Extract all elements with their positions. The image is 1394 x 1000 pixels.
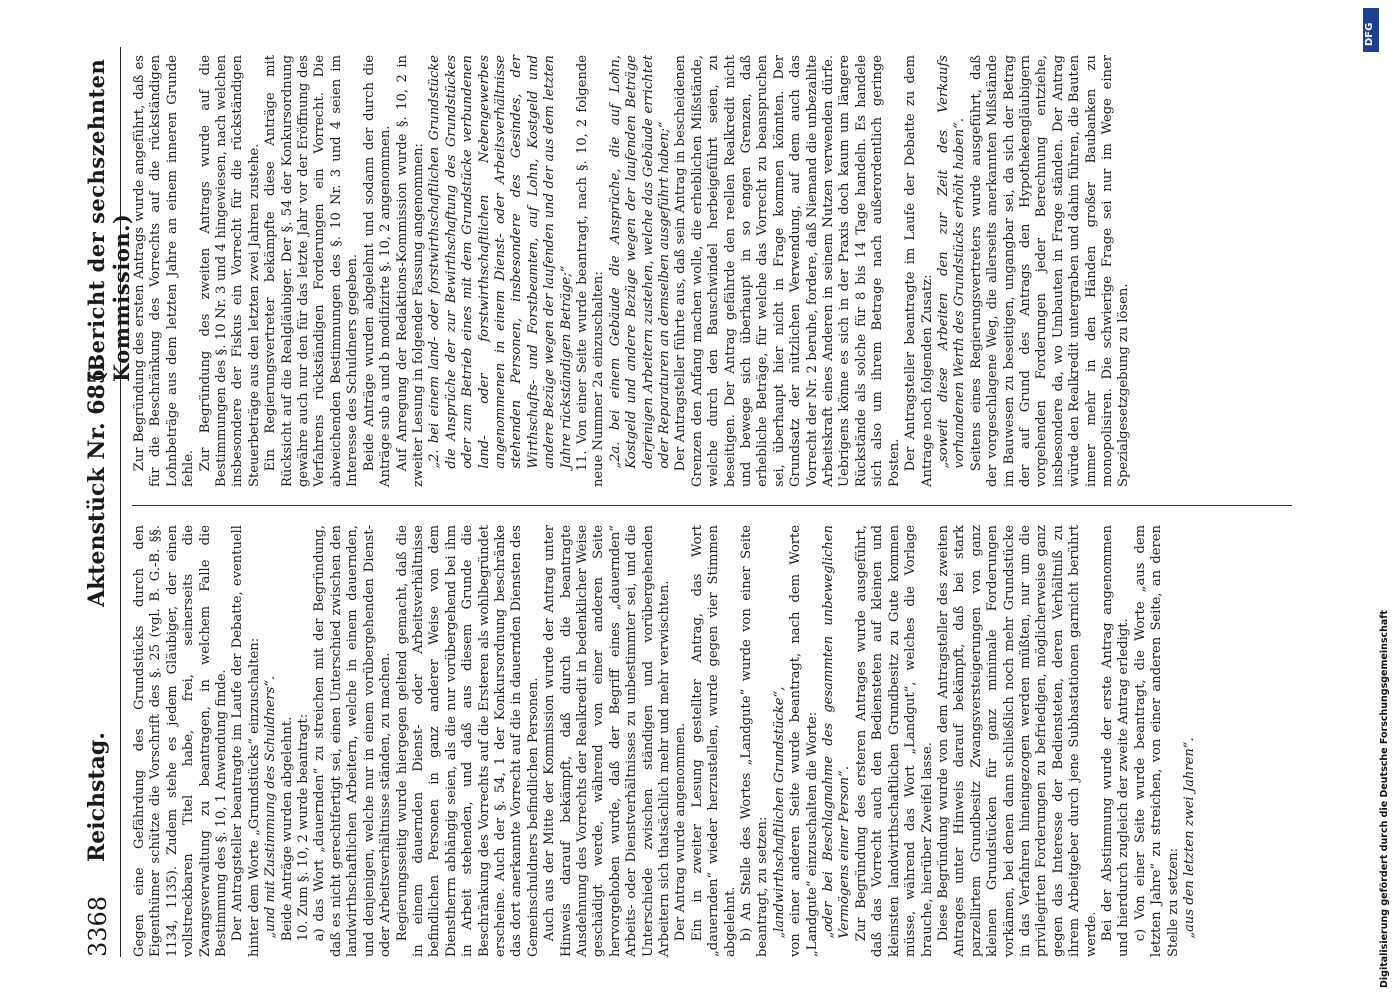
paragraph: Auf Anregung der Redaktions-Kommission wurde §. 10, 2 in zweiter Lesung in folgender Fassung angenommen: bbox=[394, 55, 426, 487]
paragraph: von einer anderen Seite wurde beantragt, nach dem Worte „Landgute“ einzuschalten die Worte: bbox=[788, 525, 820, 957]
paragraph: Gegen eine Gefährdung des Grundstücks durch den Eigenthümer schütze die Vorschrift des §. 25 (vgl. B. G.-B. §§. 1134, 1135). Zudem stehe es jedem Gläubiger, der einen vollstreckbaren Titel habe, frei, seinerseits die Zwangsverwaltung zu beantragen, in welchem Falle die Bestimmung des §. 10, 1 Anwendung finde. bbox=[132, 525, 230, 957]
paragraph: Bei der Abstimmung wurde der erste Antrag angenommen und hierdurch zugleich der zweite Antrag erledigt. bbox=[1099, 525, 1132, 957]
paragraph: Der Antragsteller beantragte im Laufe der Debatte, eventuell hinter dem Worte „Grundstücks“ einzuschalten: bbox=[230, 525, 262, 957]
header-section: Reichstag. bbox=[84, 732, 110, 862]
paragraph: Zur Begründung des ersteren Antrages wurde ausgeführt, daß das Vorrecht auch den Bediensteten auf kleinen und kleinsten landwirthschaftlichen Grundbesitz zu Gute kommen müsse, während das Wort „Landgut“, welches die Vorlage brauche, hierüber Zweifel lasse. bbox=[853, 525, 935, 957]
quoted-passage: „soweit diese Arbeiten den zur Zeit des Verkaufs vorhandenen Werth des Grundstücks erhöht haben“. bbox=[935, 55, 968, 469]
quoted-passage: „landwirthschaftlichen Grundstücke“, bbox=[771, 686, 787, 939]
paragraph: Der Antrag wurde angenommen. bbox=[673, 722, 689, 942]
paragraph: Beide Anträge wurden abgelehnt. bbox=[279, 716, 295, 942]
quoted-passage: „und mit Zustimmung des Schuldners“. bbox=[263, 675, 279, 939]
paragraph: Der Antragsteller beantragte im Laufe der Debatte zu dem Antrage noch folgenden Zusatz: bbox=[903, 55, 935, 487]
paragraph: 11. Von einer Seite wurde beantragt, nach §. 10, 2 folgende neue Nummer 2a einzuschalten: bbox=[574, 55, 607, 487]
paragraph: a) das Wort „dauernden“ zu streichen mit der Begründung, daß es nicht gerechtfertigt sei, einen Unterschied zwischen den landwirthschaftlichen Arbeitern, welche in einem dauernden, und denjenigen, welche nur in einem vorübergehenden Dienst- oder Arbeitsverhältnisse ständen, zu machen. bbox=[312, 525, 394, 957]
right-text-column bbox=[132, 55, 1297, 487]
paragraph: Diese Begründung wurde von dem Antragsteller des zweiten Antrages unter Hinweis darauf bekämpft, daß bei stark parzellirtem Grundbesitz Zwangsversteigerungen von ganz kleinen Grundstücken für ganz minimale Forderungen vorkämen, bei denen dann schließlich noch mehr Grundstücke in das Verfahren hineingezogen werden müßten, nur um die privilegirten Forderungen zu befriedigen, möglicherweise ganz gegen das Interesse der Bediensteten, deren Verhältniß zu ihrem Arbeitgeber durch jene Subhastationen garnicht berührt werde. bbox=[935, 525, 1099, 957]
paragraph: Ein Regierungsvertreter bekämpfte diese Anträge mit Rücksicht auf die Realgläubiger. Der §. 54 der Konkursordnung gewähre auch nur den für das letzte Jahr vor der Eröffnung des Verfahrens rückständigen Forderungen ein Vorrecht. Die abweichenden Bestimmungen des §. 10 Nr. 3 und 4 seien im Interesse des Schuldners gegeben. bbox=[263, 55, 361, 487]
quoted-passage: „2a. bei einem Gebäude die Ansprüche, die auf Lohn, Kostgeld und andere Bezüge wegen der laufenden Beträge derjenigen Arbeitern zustehen, welche das Gebäude errichtet oder Reparaturen an demselben ausgeführt haben;“ bbox=[607, 55, 672, 469]
paragraph: Zur Begründung des ersten Antrags wurde angeführt, daß es für die Beschränkung des Vorrechts auf die rückständigen Lohnbeträge aus dem letzten Jahre an einem inneren Grunde fehle. bbox=[132, 55, 197, 487]
digitization-credit bbox=[1360, 8, 1390, 988]
paragraph: Beide Anträge wurden abgelehnt und sodann der durch die Anträge sub a und b modifizirte §. 10, 2 angenommen. bbox=[361, 55, 394, 487]
header-document: Aktenstück Nr. 685. bbox=[84, 361, 110, 607]
paragraph: b) An Stelle des Wortes „Landgute“ wurde von einer Seite beantragt, zu setzen: bbox=[739, 525, 771, 957]
paragraph: Seitens eines Regierungsvertreters wurde ausgeführt, daß der vorgeschlagene Weg, die allerseits anerkannten Mißstände im Bauwesen zu beseitigen, ungangbar sei, da sich der Betrag der auf Grund des Antrags den Hypothekengläubigern vorgehenden Forderungen jeder Berechnung entziehe, insbesondere da, wo Umbauten in Frage ständen. Der Antrag würde den Realkredit untergraben und dahin führen, die Bauten immer mehr in den Händen großer Baubanken zu monopolisiren. Die schwierige Frage sei nur im Wege einer Spezialgesetzgebung zu lösen. bbox=[968, 55, 1132, 487]
left-text-column bbox=[132, 525, 1297, 957]
page-header bbox=[78, 47, 134, 957]
paragraph: c) Von einer Seite wurde beantragt, die Worte „aus dem letzten Jahre“ zu streichen, von einer anderen Seite, an deren Stelle zu setzen: bbox=[1132, 525, 1181, 957]
paragraph: Ein in zweiter Lesung gestellter Antrag, das Wort „dauernden“ wieder herzustellen, wurde gegen vier Stimmen abgelehnt. bbox=[689, 525, 738, 957]
paragraph: Zur Begründung des zweiten Antrags wurde auf die Bestimmungen des §. 10 Nr. 3 und 4 hingewiesen, nach welchen insbesondere der Fiskus ein Vorrecht für die rückständigen Steuerbeträge aus den letzten zwei Jahren zustehe. bbox=[197, 55, 262, 487]
column-divider bbox=[132, 505, 1292, 506]
dfg-logo: DFG bbox=[1363, 8, 1379, 52]
paragraph: Der Antragsteller führte aus, daß sein Antrag in bescheidenen Grenzen den Anfang machen wolle, die erheblichen Mißstände, welche durch den Bauschwindel herbeigeführt seien, zu beseitigen. Der Antrag gefährde den reellen Realkredit nicht und bewege sich überhaupt in so engen Grenzen, daß erhebliche Beträge, für welche das Vorrecht zu beanspruchen sei, überhaupt hier nicht in Frage kommen könnten. Der Grundsatz der nützlichen Verwendung, auf dem auch das Vorrecht der Nr. 2 beruhe, fordere, daß Niemand die unbezahlte Arbeitskraft eines Anderen in seinem Nutzen verwenden dürfe. Uebrigens könne es sich in der Praxis doch kaum um längere Rückstände als solche für 8 bis 14 Tage handeln. Es handele sich also um ihrem Betrage nach außerordentlich geringe Posten. bbox=[673, 55, 902, 487]
page-number: 3368 bbox=[84, 895, 112, 957]
header-title: (Bericht der sechszehnten Kommission.) bbox=[84, 58, 134, 382]
paragraph: 10. Zum §. 10, 2 wurde beantragt: bbox=[296, 713, 312, 942]
quoted-passage: „oder bei Beschlagnahme des gesammten unbeweglichen Vermögens einer Person“. bbox=[821, 525, 853, 939]
paragraph: Auch aus der Mitte der Kommission wurde der Antrag unter Hinweis darauf bekämpft, daß durch die beantragte Ausdehnung des Vorrechts der Realkredit in bedenklicher Weise geschädigt werde, während von einer anderen Seite hervorgehoben wurde, daß der Begriff eines „dauernden“ Arbeits- oder Dienstverhältnisses zu unbestimmter sei, und die Unterschiede zwischen ständigen und vorübergehenden Arbeitern sich thatsächlich mehr und mehr verwischten. bbox=[542, 525, 672, 957]
paragraph: Regierungsseitig wurde hiergegen geltend gemacht, daß die in einem dauernden Dienst- oder Arbeitsverhältnisse befindlichen Personen in ganz anderer Weise von dem Dienstherrn abhängig seien, als die nur vorübergehend bei ihm in Arbeit stehenden, und daß aus diesem Grunde die Beschränkung des Vorrechts auf die Ersteren als wohlbegründet erscheine. Auch der §. 54, 1 der Konkursordnung beschränke das dort anerkannte Vorrecht auf die in dauernden Diensten des Gemeinschuldners befindlichen Personen. bbox=[394, 525, 541, 957]
quoted-passage: „2. bei einem land- oder forstwirthschaftlichen Grundstücke die Ansprüche der zur Bewirthschaftung des Grundstückes oder zum Betrieb eines mit dem Grundstücke verbundenen land- oder forstwirthschaftlichen Nebengewerbes angenommenen in einem Dienst- oder Arbeitsverhältnisse stehenden Personen, insbesondere des Gesindes, der Wirthschafts- und Forstbeamten, auf Lohn, Kostgeld und andere Bezüge wegen der laufenden und der aus dem letzten Jahre rückständigen Beträge;“ bbox=[427, 55, 574, 469]
quoted-passage: „aus den letzten zwei Jahren“. bbox=[1182, 737, 1197, 939]
credit-text: Digitalisierung gefördert durch die Deutsche Forschungsgemeinschaft bbox=[1379, 610, 1390, 988]
rotated-page-content bbox=[78, 47, 1303, 957]
